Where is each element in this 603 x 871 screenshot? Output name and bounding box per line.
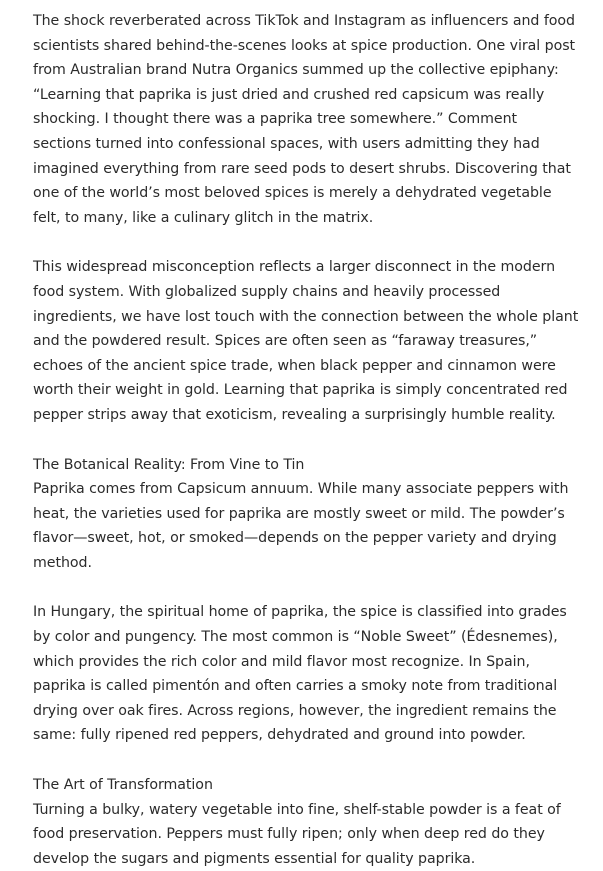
section-botanical-reality bbox=[33, 453, 579, 576]
section-heading-botanical-reality: The Botanical Reality: From Vine to Tin bbox=[33, 456, 305, 473]
intro-paragraph-2: This widespread misconception reflects a larger disconnect in the modern food system. With globalized supply chains and heavily processed ingredients, we have lost touch with the connection between the whole plant and the powdered result. Spices are often seen as “faraway treasures,” echoes of the ancient spice trade, when black pepper and cinnamon were worth their weight in gold. Learning that paprika is simply concentrated red pepper strips away that exoticism, revealing a surprisingly humble reality. bbox=[33, 259, 579, 423]
section-body-botanical-reality: Paprika comes from Capsicum annuum. While many associate peppers with heat, the varieties used for paprika are mostly sweet or mild. The powder’s flavor—sweet, hot, or smoked—depends on the pepper variety and drying method. bbox=[33, 481, 569, 571]
intro-paragraph-1: The shock reverberated across TikTok and Instagram as influencers and food scientists shared behind-the-scenes looks at spice production. One viral post from Australian brand Nutra Organics summed up the collective epiphany: “Learning that paprika is just dried and crushed red capsicum was really shocking. I thought there was a paprika tree somewhere.” Comment sections turned into confessional spaces, with users admitting they had imagined everything from rare seed pods to desert shrubs. Discovering that one of the world’s most beloved spices is merely a dehydrated vegetable felt, to many, like a culinary glitch in the matrix. bbox=[33, 13, 576, 226]
paragraph-hungary-spain: In Hungary, the spiritual home of paprika, the spice is classified into grades by color and pungency. The most common is “Noble Sweet” (Édesnemes), which provides the rich color and mild flavor most recognize. In Spain, paprika is called pimentón and often carries a smoky note from traditional drying over oak fires. Across regions, however, the ingredient remains the same: fully ripened red peppers, dehydrated and ground into powder. bbox=[33, 604, 567, 744]
section-heading-art-of-transformation: The Art of Transformation bbox=[33, 777, 213, 794]
section-body-art-of-transformation: Turning a bulky, watery vegetable into fine, shelf-stable powder is a feat of food preservation. Peppers must fully ripen; only when deep red do they develop the sugars and pigments essential for quality paprika. bbox=[33, 801, 561, 867]
section-art-of-transformation bbox=[33, 773, 579, 871]
